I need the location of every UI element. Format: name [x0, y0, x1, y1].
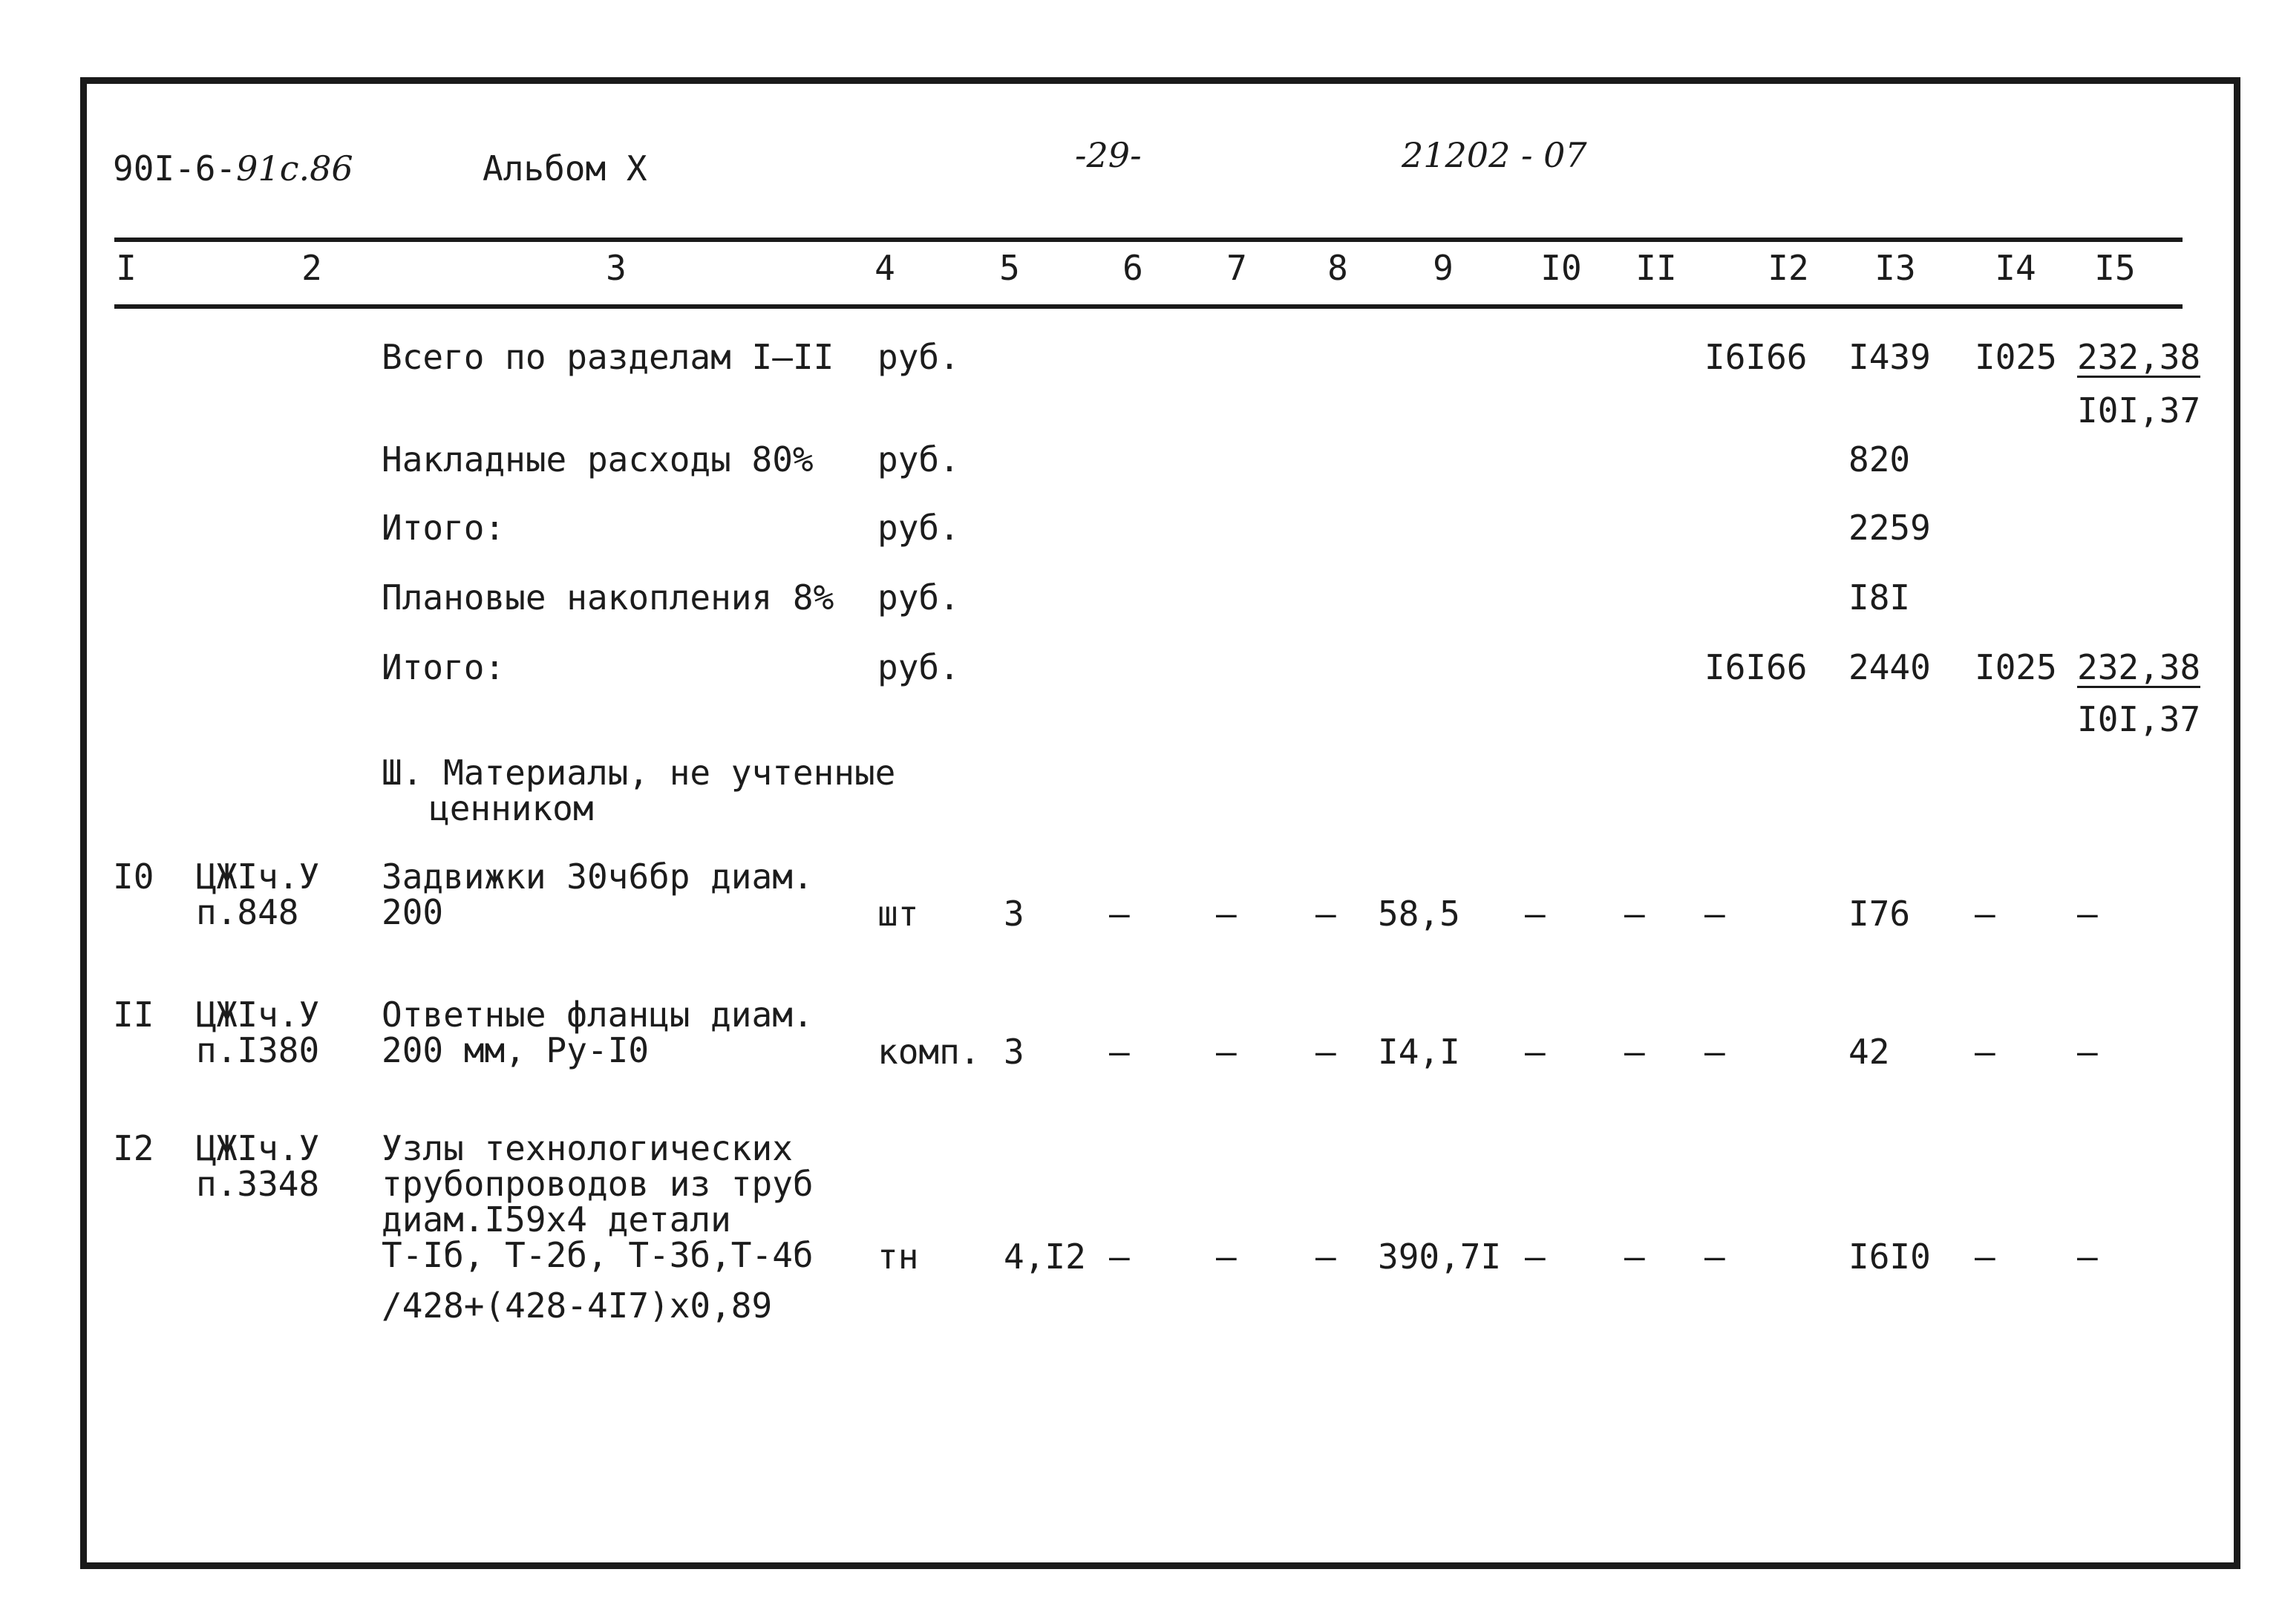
summary-col13: 820 — [1848, 439, 1911, 479]
summary-unit: руб. — [877, 508, 960, 548]
page-frame — [80, 77, 2240, 1569]
row-unit: комп. — [877, 1032, 981, 1072]
col-header: I4 — [1995, 248, 2036, 288]
project-number: 21202 - 07 — [1402, 135, 1587, 175]
summary-unit: руб. — [877, 439, 960, 479]
row-number: I2 — [113, 1128, 154, 1168]
row-description: Задвижки 30ч6бр диам. — [382, 857, 814, 897]
col-header: 6 — [1122, 248, 1143, 288]
col-header: 9 — [1433, 248, 1454, 288]
col-header: I2 — [1768, 248, 1809, 288]
col-header: 7 — [1226, 248, 1247, 288]
row-quantity: 3 — [1004, 894, 1024, 934]
row-reference: ЦЖIч.У — [196, 1128, 320, 1168]
col-header: 8 — [1327, 248, 1348, 288]
row-description: Т-Iб, Т-2б, Т-3б,Т-4б — [382, 1235, 814, 1275]
row-dash: – — [1315, 1237, 1336, 1277]
row-dash: – — [1216, 894, 1237, 934]
row-dash: – — [1525, 1237, 1546, 1277]
row-quantity: 4,I2 — [1004, 1237, 1086, 1277]
row-dash: – — [1109, 1032, 1130, 1072]
summary-col12: I6I66 — [1704, 337, 1808, 377]
summary-label: Накладные расходы 80% — [382, 439, 814, 479]
row-dash: – — [1704, 1032, 1725, 1072]
summary-col15-bottom: I0I,37 — [2077, 390, 2201, 430]
col-header: I5 — [2094, 248, 2136, 288]
summary-col14: I025 — [1975, 337, 2057, 377]
summary-label: Итого: — [382, 647, 506, 687]
row-number: II — [113, 995, 154, 1035]
page-number: -29- — [1075, 135, 1142, 175]
summary-col13: 2259 — [1848, 508, 1931, 548]
row-dash: – — [1704, 1237, 1725, 1277]
summary-label: Всего по разделам I–II — [382, 337, 834, 377]
row-total: I76 — [1848, 894, 1911, 934]
col-header: 5 — [999, 248, 1020, 288]
album-label: Альбом X — [483, 148, 647, 189]
row-reference-item: п.3348 — [196, 1164, 320, 1204]
row-dash: – — [1109, 1237, 1130, 1277]
row-unit: тн — [877, 1237, 919, 1277]
col-header: I0 — [1540, 248, 1582, 288]
row-reference-item: п.I380 — [196, 1030, 320, 1070]
col-header: I — [116, 248, 137, 288]
row-total: 42 — [1848, 1032, 1890, 1072]
row-unit-price: I4,I — [1378, 1032, 1460, 1072]
row-dash: – — [1315, 894, 1336, 934]
col-header: 2 — [301, 248, 322, 288]
row-dash: – — [2077, 894, 2098, 934]
row-number: I0 — [113, 857, 154, 897]
col-header: 3 — [606, 248, 627, 288]
row-description: /428+(428-4I7)х0,89 — [382, 1286, 773, 1326]
row-reference-item: п.848 — [196, 892, 299, 932]
summary-label: Плановые накопления 8% — [382, 577, 834, 618]
row-reference: ЦЖIч.У — [196, 995, 320, 1035]
row-total: I6I0 — [1848, 1237, 1931, 1277]
row-unit-price: 390,7I — [1378, 1237, 1502, 1277]
summary-unit: руб. — [877, 337, 960, 377]
row-description: Ответные фланцы диам. — [382, 995, 814, 1035]
summary-col15-bottom: I0I,37 — [2077, 699, 2201, 739]
row-dash: – — [1975, 894, 1995, 934]
section-heading: Ш. Материалы, не учтенные — [382, 753, 896, 793]
row-dash: – — [1216, 1032, 1237, 1072]
row-dash: – — [1975, 1032, 1995, 1072]
row-dash: – — [1109, 894, 1130, 934]
row-dash: – — [1216, 1237, 1237, 1277]
col-header: II — [1635, 248, 1677, 288]
row-dash: – — [1624, 894, 1645, 934]
row-dash: – — [1704, 894, 1725, 934]
row-dash: – — [2077, 1032, 2098, 1072]
summary-col13: I439 — [1848, 337, 1931, 377]
row-dash: – — [2077, 1237, 2098, 1277]
header-rule-top — [114, 238, 2183, 242]
row-dash: – — [1315, 1032, 1336, 1072]
summary-unit: руб. — [877, 647, 960, 687]
row-dash: – — [1975, 1237, 1995, 1277]
summary-unit: руб. — [877, 577, 960, 618]
row-dash: – — [1624, 1032, 1645, 1072]
row-unit-price: 58,5 — [1378, 894, 1460, 934]
row-description: 200 мм, Ру-I0 — [382, 1030, 650, 1070]
summary-label: Итого: — [382, 508, 506, 548]
row-quantity: 3 — [1004, 1032, 1024, 1072]
row-dash: – — [1525, 894, 1546, 934]
row-unit: шт — [877, 894, 919, 934]
header-rule-bottom — [114, 304, 2183, 309]
summary-col12: I6I66 — [1704, 647, 1808, 687]
row-reference: ЦЖIч.У — [196, 857, 320, 897]
summary-col15-top: 232,38 — [2077, 337, 2201, 377]
row-description: 200 — [382, 892, 444, 932]
summary-col13: I8I — [1848, 577, 1911, 618]
row-description: Узлы технологических — [382, 1128, 793, 1168]
section-heading-cont: ценником — [429, 788, 594, 828]
col-header: I3 — [1874, 248, 1916, 288]
row-description: трубопроводов из труб — [382, 1164, 814, 1204]
col-header: 4 — [874, 248, 895, 288]
doc-code: 90I-6-91c.86 — [113, 148, 353, 189]
summary-col13: 2440 — [1848, 647, 1931, 687]
row-dash: – — [1624, 1237, 1645, 1277]
row-description: диам.I59х4 детали — [382, 1199, 731, 1240]
row-dash: – — [1525, 1032, 1546, 1072]
summary-col15-top: 232,38 — [2077, 647, 2201, 687]
summary-col14: I025 — [1975, 647, 2057, 687]
